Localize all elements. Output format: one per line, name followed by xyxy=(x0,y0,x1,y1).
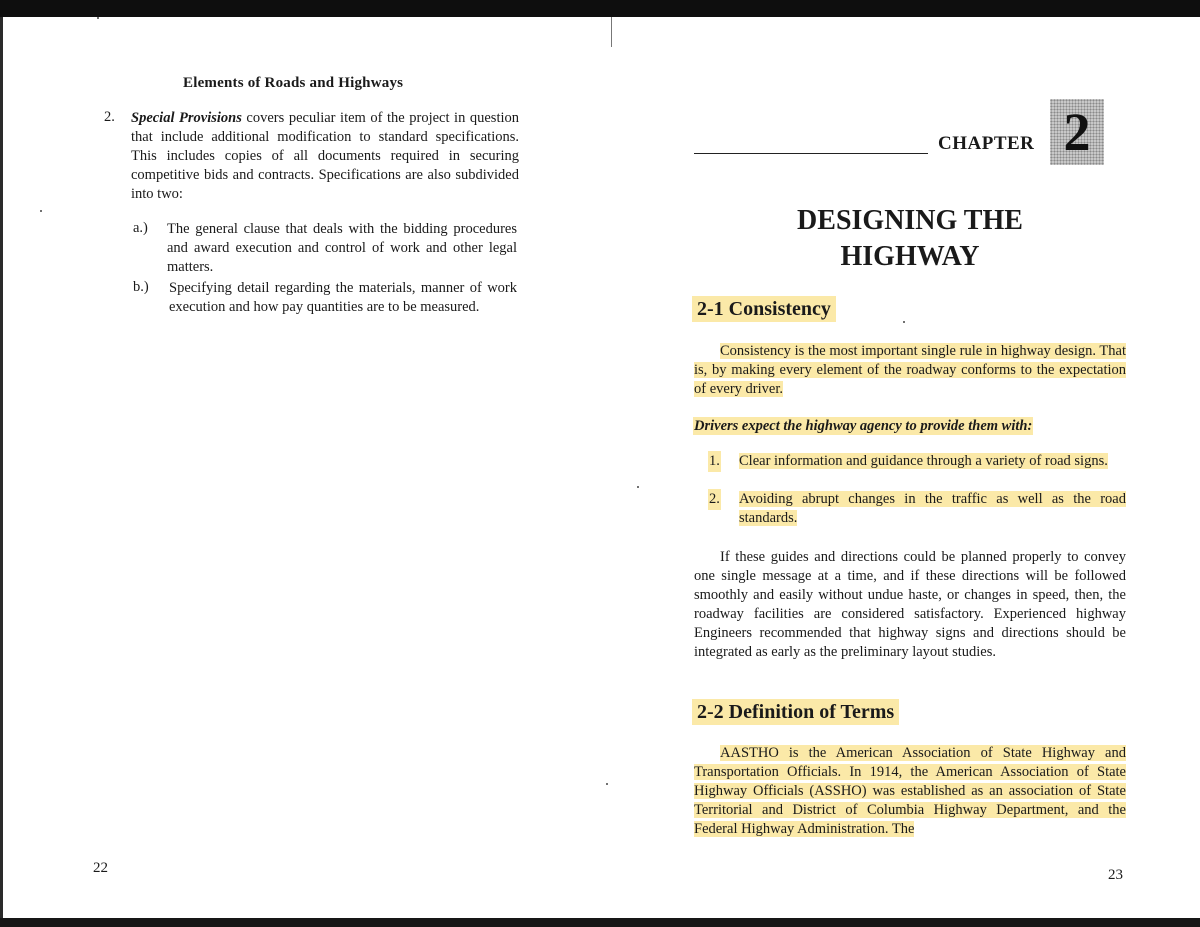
list-item-text: Clear information and guidance through a variety of road signs. xyxy=(739,453,1108,469)
paragraph-text: AASTHO is the American Association of State Highway and Transportation Officials. In 1914, the American Association of State Highway Officials (ASSHO) was established as an association of State Territorial and District of Columbia Highway Department, and the Federal Highway Administration. The xyxy=(694,745,1126,837)
list-number: 1. xyxy=(709,453,720,469)
chapter-rule xyxy=(694,153,928,154)
provision-number: 2. xyxy=(104,109,115,125)
drivers-expect-line xyxy=(694,418,1032,435)
chapter-title-line: HIGHWAY xyxy=(840,241,980,272)
chapter-number-badge xyxy=(1050,99,1104,165)
chapter-label: CHAPTER xyxy=(938,133,1035,154)
section-heading xyxy=(693,701,898,724)
paragraph-text: If these guides and directions could be planned properly to convey one single message at a time, and if these directions will be followed smoothly and easily without undue haste, or changes in speed, then, the roadway facilities are considered satisfactory. Experienced highway Engineers recommended that highway signs and directions should be integrated as early as the preliminary layout studies. xyxy=(694,549,1126,660)
consistency-paragraph xyxy=(694,342,1126,399)
list-item xyxy=(709,490,1126,528)
subitem-text: Specifying detail regarding the materials, manner of work execution and how pay quantities are to be measured. xyxy=(169,280,517,315)
subitem-label: a.) xyxy=(133,220,148,236)
guides-paragraph xyxy=(694,548,1126,662)
aastho-paragraph xyxy=(694,744,1126,839)
chapter-number: 2 xyxy=(1063,102,1091,162)
chapter-title-line: DESIGNING THE xyxy=(797,205,1023,236)
left-page xyxy=(3,17,611,917)
list-item-text: Avoiding abrupt changes in the traffic as well as the road standards. xyxy=(739,491,1126,526)
list-item xyxy=(709,452,1126,471)
chapter-title xyxy=(745,203,1075,275)
section-heading-text: 2-2 Definition of Terms xyxy=(693,700,898,724)
subitem-text: The general clause that deals with the bidding procedures and award execution and control of work and other legal matters. xyxy=(167,221,517,275)
provision-text: covers peculiar item of the project in question that include additional modification to standard specifications. This includes copies of all documents required in securing competitive bids and contracts. Specifications are also subdivided into two: xyxy=(131,110,519,202)
special-provisions-paragraph xyxy=(131,109,519,204)
provision-term: Special Provisions xyxy=(131,110,242,126)
right-page xyxy=(615,17,1200,917)
running-head: Elements of Roads and Highways xyxy=(183,75,404,91)
paragraph-text: Consistency is the most important single rule in highway design. That is, by making every element of the roadway conforms to the expectation of every driver. xyxy=(694,343,1126,397)
drivers-expect-text: Drivers expect the highway agency to provide them with: xyxy=(694,418,1033,434)
subitem-label: b.) xyxy=(133,279,149,295)
section-heading-text: 2-1 Consistency xyxy=(693,297,835,321)
scan-top-border xyxy=(0,0,1200,17)
page-number-right: 23 xyxy=(1108,867,1123,883)
section-heading xyxy=(693,298,835,321)
scan-bottom-border xyxy=(0,918,1200,927)
list-number: 2. xyxy=(709,491,720,507)
page-number-left: 22 xyxy=(93,860,108,876)
